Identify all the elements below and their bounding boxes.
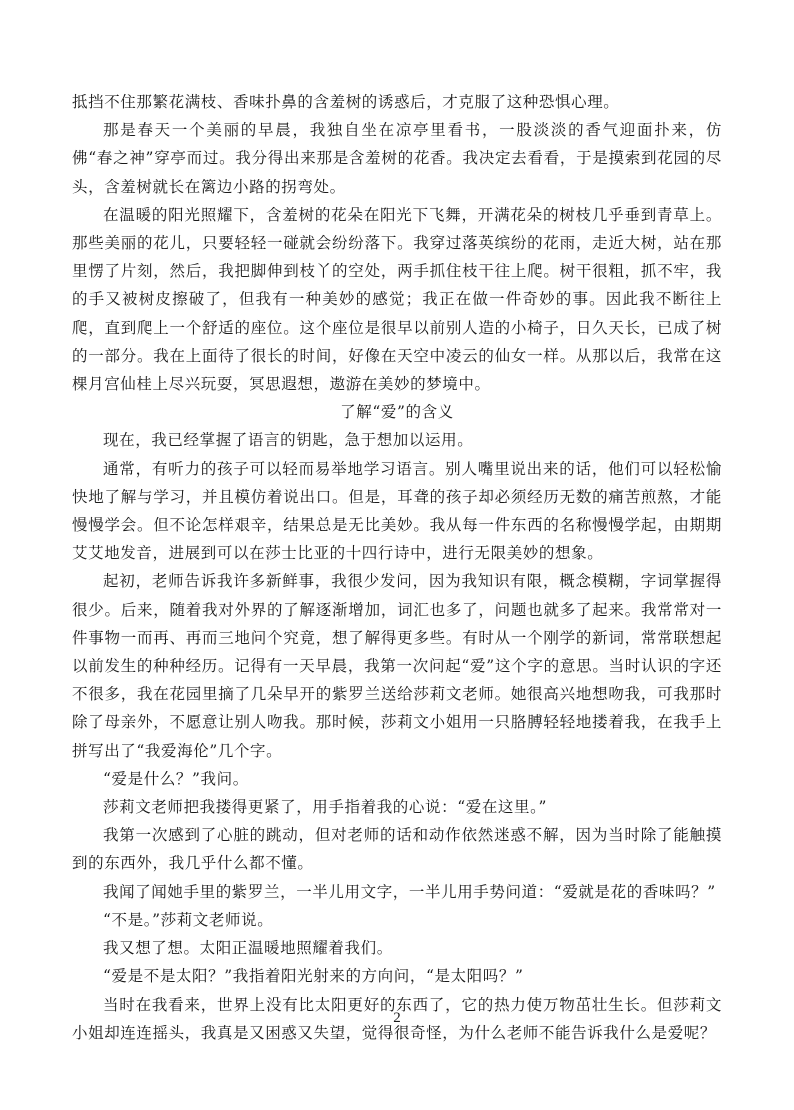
paragraph: 在温暖的阳光照耀下，含羞树的花朵在阳光下飞舞，开满花朵的树枝几乎垂到青草上。那些美丽的花儿，只要轻轻一碰就会纷纷落下。我穿过落英缤纷的花雨，走近大树，站在那里愣了片刻，然后，我把脚伸到枝丫的空处，两手抓住枝干往上爬。树干很粗，抓不牢，我的手又被树皮擦破了，但我有一种美妙的感觉；我正在做一件奇妙的事。因此我不断往上爬，直到爬上一个舒适的座位。这个座位是很早以前别人造的小椅子，日久天长，已成了树的一部分。我在上面待了很长的时间，好像在天空中凌云的仙女一样。从那以后，我常在这棵月宫仙桂上尽兴玩耍，冥思遐想，遨游在美妙的梦境中。 (72, 205, 722, 394)
paragraph: 通常，有听力的孩子可以轻而易举地学习语言。别人嘴里说出来的话，他们可以轻松愉快地了解与学习，并且模仿着说出口。但是，耳聋的孩子却必须经历无数的痛苦煎熬，才能慢慢学会。但不论怎样艰辛，结果总是无比美妙。我从每一件东西的名称慢慢学起，由期期艾艾地发音，进展到可以在莎士比亚的十四行诗中，进行无限美妙的想象。 (72, 459, 722, 563)
paragraph: 我又想了想。太阳正温暖地照耀着我们。 (103, 939, 393, 958)
paragraph: 我第一次感到了心脏的跳动，但对老师的话和动作依然迷惑不解，因为当时除了能触摸到的东西外，我几乎什么都不懂。 (72, 826, 722, 873)
paragraph: 那是春天一个美丽的早晨，我独自坐在凉亭里看书，一股淡淡的香气迎面扑来，仿佛“春之神”穿亭而过。我分得出来那是含羞树的花香。我决定去看看，于是摸索到花园的尽头，含羞树就长在篱边小路的拐弯处。 (72, 121, 722, 196)
section-title: 了解“爱”的含义 (340, 403, 454, 422)
paragraph: 抵挡不住那繁花满枝、香味扑鼻的含羞树的诱惑后，才克服了这种恐惧心理。 (72, 93, 620, 111)
paragraph: “不是。”莎莉文老师说。 (103, 910, 274, 929)
article-body (72, 88, 722, 1047)
paragraph: “爱是什么？”我问。 (103, 769, 249, 788)
paragraph: “爱是不是太阳？”我指着阳光射来的方向问，“是太阳吗？” (103, 967, 524, 986)
paragraph: 现在，我已经掌握了语言的钥匙，急于想加以运用。 (103, 431, 474, 450)
paragraph: 莎莉文老师把我搂得更紧了，用手指着我的心说：“爱在这里。” (103, 798, 547, 817)
paragraph: 起初，老师告诉我许多新鲜事，我很少发问，因为我知识有限，概念模糊，字词掌握得很少。后来，随着我对外界的了解逐渐增加，词汇也多了，问题也就多了起来。我常常对一件事物一而再、再而三地问个究竟，想了解得更多些。有时从一个刚学的新词，常常联想起以前发生的种种经历。记得有一天早晨，我第一次问起“爱”这个字的意思。当时认识的字还不很多，我在花园里摘了几朵早开的紫罗兰送给莎莉文老师。她很高兴地想吻我，可我那时除了母亲外，不愿意让别人吻我。那时候，莎莉文小姐用一只胳膊轻轻地搂着我，在我手上拼写出了“我爱海伦”几个字。 (72, 572, 722, 760)
page-number: 2 (393, 1010, 401, 1026)
paragraph: 我闻了闻她手里的紫罗兰，一半儿用文字，一半儿用手势问道：“爱就是花的香味吗？” (103, 882, 716, 901)
paragraph: 当时在我看来，世界上没有比太阳更好的东西了，它的热力使万物茁壮生长。但莎莉文小姐却连连摇头，我真是又困惑又失望，觉得很奇怪，为什么老师不能告诉我什么是爱呢？ (72, 995, 722, 1042)
